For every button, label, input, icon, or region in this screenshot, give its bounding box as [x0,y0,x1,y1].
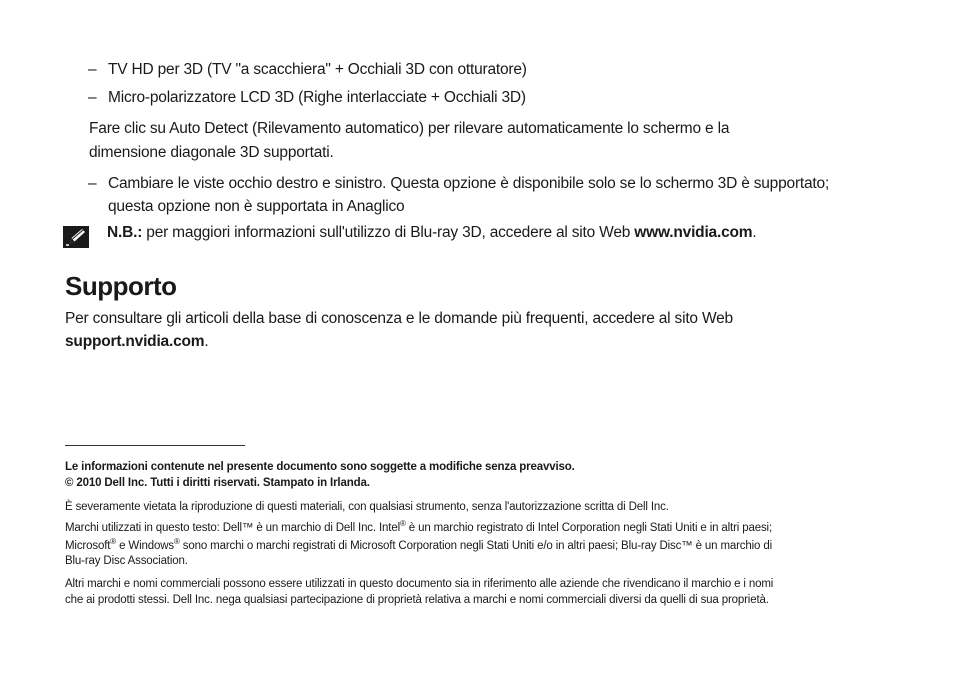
note-body: per maggiori informazioni sull'utilizzo di Blu-ray 3D, accedere al sito Web [142,224,635,241]
list-item: Micro-polarizzatore LCD 3D (Righe interlacciate + Occhiali 3D) [108,89,526,106]
support-nvidia-link[interactable]: support.nvidia.com [65,333,205,350]
section-heading-supporto: Supporto [65,271,177,301]
registered-mark: ® [110,537,117,547]
footer-divider [65,445,245,446]
registered-mark: ® [173,537,180,547]
note-text [107,221,756,245]
list-dash: – [88,89,97,106]
trademark-text: è un marchio registrato di Intel Corporation negli Stati Uniti e in altri paesi; [405,522,773,534]
list-dash: – [88,175,97,192]
footer-other-marks-line: Altri marchi e nomi commerciali possono essere utilizzati in questo documento sia in riferimento alle aziende che rivendicano il marchio e i nomi [65,578,774,590]
trademark-text: e Windows [116,540,174,552]
list-item-continuation: questa opzione non è supportata in Anaglico [108,198,405,215]
support-end: . [204,333,209,350]
list-item: Cambiare le viste occhio destro e sinistro. Questa opzione è disponibile solo se lo schermo 3D è supportato; [108,175,830,192]
note-end: . [752,224,757,241]
note-label: N.B.: [107,224,143,241]
trademark-text: sono marchi o marchi registrati di Microsoft Corporation negli Stati Uniti e/o in altri paesi; Blu-ray Disc™ è un marchio di [179,540,773,552]
auto-detect-paragraph-line: Fare clic su Auto Detect (Rilevamento automatico) per rilevare automaticamente lo schermo e la [89,120,730,137]
nvidia-link[interactable]: www.nvidia.com [634,224,753,241]
support-paragraph-line [65,330,208,354]
footer-copyright: © 2010 Dell Inc. Tutti i diritti riservati. Stampato in Irlanda. [65,477,370,489]
registered-mark: ® [400,519,406,529]
footer-trademarks-line [65,520,865,536]
footer-prohibited: È severamente vietata la riproduzione di questi materiali, con qualsiasi strumento, senza l'autorizzazione scritta di Dell Inc. [65,501,669,513]
footer-other-marks-line: che ai prodotti stessi. Dell Inc. nega qualsiasi partecipazione di proprietà relativa a marchi e nomi commerciali diversi da quelli di sua proprietà. [65,594,769,606]
trademark-text: Microsoft [65,540,111,552]
support-paragraph-line: Per consultare gli articoli della base di conoscenza e le domande più frequenti, accedere al sito Web [65,310,733,327]
note-pencil-icon [62,225,90,249]
footer-notice: Le informazioni contenute nel presente documento sono soggette a modifiche senza preavviso. [65,461,575,473]
footer-trademarks-line [65,538,865,554]
trademark-text: Marchi utilizzati in questo testo: Dell™ è un marchio di Dell Inc. Intel [65,522,400,534]
list-item: TV HD per 3D (TV "a scacchiera" + Occhiali 3D con otturatore) [108,61,527,78]
footer-trademarks-line: Blu-ray Disc Association. [65,555,188,567]
auto-detect-paragraph-line: dimensione diagonale 3D supportati. [89,144,334,161]
list-dash: – [88,61,97,78]
